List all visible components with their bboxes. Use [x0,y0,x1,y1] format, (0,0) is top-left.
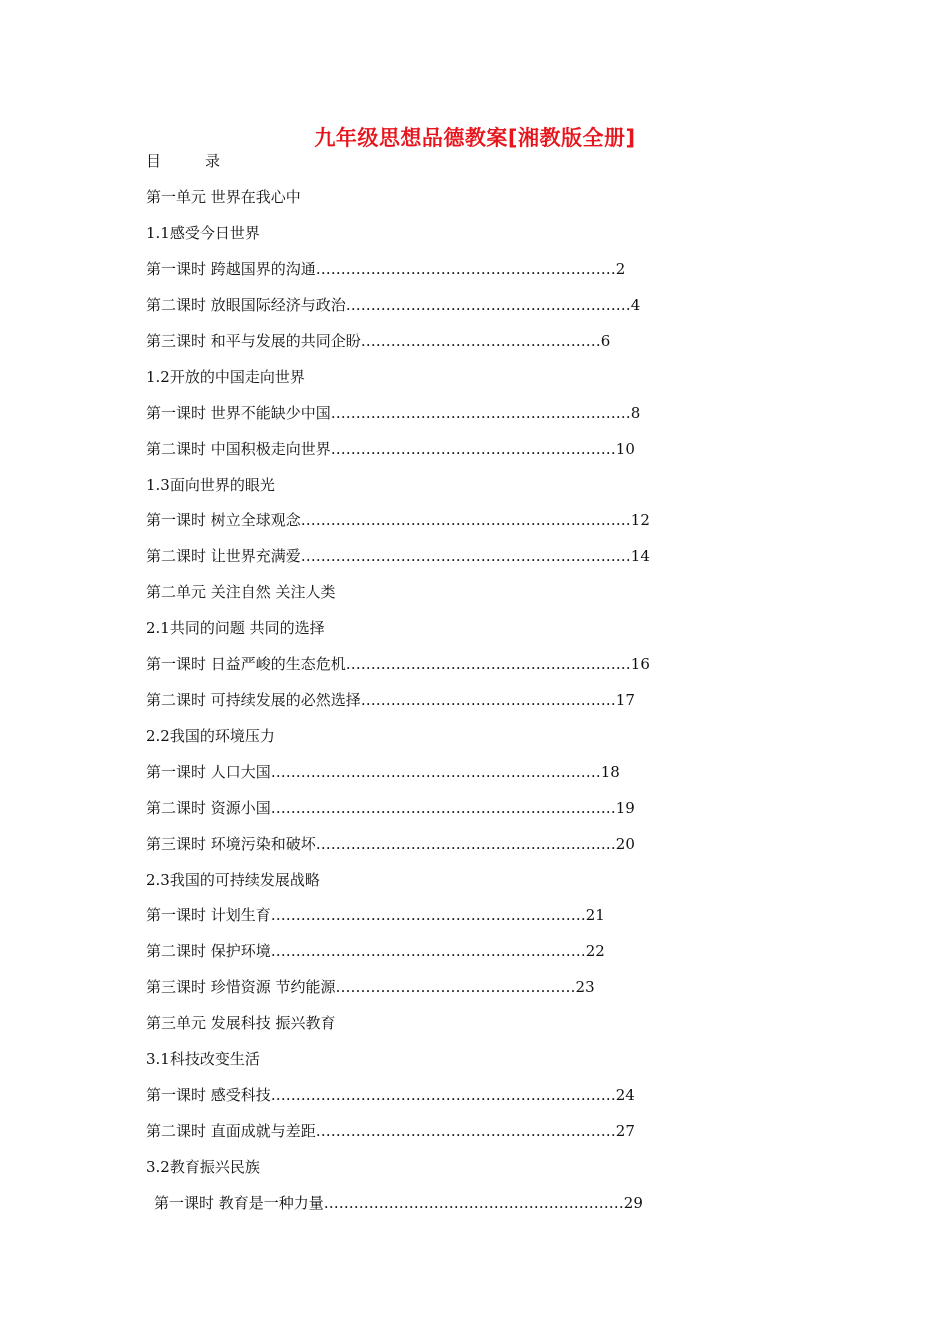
toc-entry-lesson: 第一课时 跨越国界的沟通……………………………………………………2 [146,260,626,278]
toc-entry-lesson: 第二课时 资源小国……………………………………………………………19 [146,799,635,817]
toc-entry-section: 1.3面向世界的眼光 [146,476,275,494]
toc-entry-lesson: 第二课时 保护环境………………………………………………………22 [146,942,605,960]
toc-entry-section: 3.2教育振兴民族 [146,1158,260,1176]
toc-entry-lesson: 第三课时 环境污染和破坏……………………………………………………20 [146,835,635,853]
toc-entry-section: 1.2开放的中国走向世界 [146,368,305,386]
toc-entry-lesson: 第一课时 人口大国…………………………………………………………18 [146,763,620,781]
toc-entry-section: 3.1科技改变生活 [146,1050,260,1068]
toc-entry-lesson: 第一课时 日益严峻的生态危机…………………………………………………16 [146,655,650,673]
toc-entry-lesson: 第二课时 可持续发展的必然选择……………………………………………17 [146,691,635,709]
toc-entry-lesson: 第一课时 教育是一种力量……………………………………………………29 [154,1194,643,1212]
toc-entry-lesson: 第二课时 直面成就与差距……………………………………………………27 [146,1122,635,1140]
toc-entry-unit-1: 第一单元 世界在我心中 [146,188,301,206]
toc-entry-section: 2.3我国的可持续发展战略 [146,871,320,889]
document-title: 九年级思想品德教案[湘教版全册] [314,126,636,150]
toc-entry-lesson: 第二课时 中国积极走向世界…………………………………………………10 [146,440,635,458]
toc-entry-unit-3: 第三单元 发展科技 振兴教育 [146,1014,336,1032]
toc-entry-lesson: 第二课时 让世界充满爱…………………………………………………………14 [146,547,650,565]
toc-heading-char-2: 录 [205,152,221,170]
toc-entry-lesson: 第一课时 计划生育………………………………………………………21 [146,906,605,924]
toc-entry-section: 2.1共同的问题 共同的选择 [146,619,325,637]
toc-entry-lesson: 第一课时 感受科技……………………………………………………………24 [146,1086,635,1104]
toc-entry-unit-2: 第二单元 关注自然 关注人类 [146,583,336,601]
toc-entry-section: 2.2我国的环境压力 [146,727,275,745]
toc-entry-section: 1.1感受今日世界 [146,224,260,242]
toc-entry-lesson: 第三课时 和平与发展的共同企盼…………………………………………6 [146,332,611,350]
toc-entry-lesson: 第二课时 放眼国际经济与政治…………………………………………………4 [146,296,641,314]
toc-entry-lesson: 第三课时 珍惜资源 节约能源…………………………………………23 [146,978,595,996]
toc-entry-lesson: 第一课时 树立全球观念…………………………………………………………12 [146,511,650,529]
toc-entry-lesson: 第一课时 世界不能缺少中国……………………………………………………8 [146,404,641,422]
toc-heading [146,150,220,171]
toc-heading-char-1: 目 [146,152,162,170]
